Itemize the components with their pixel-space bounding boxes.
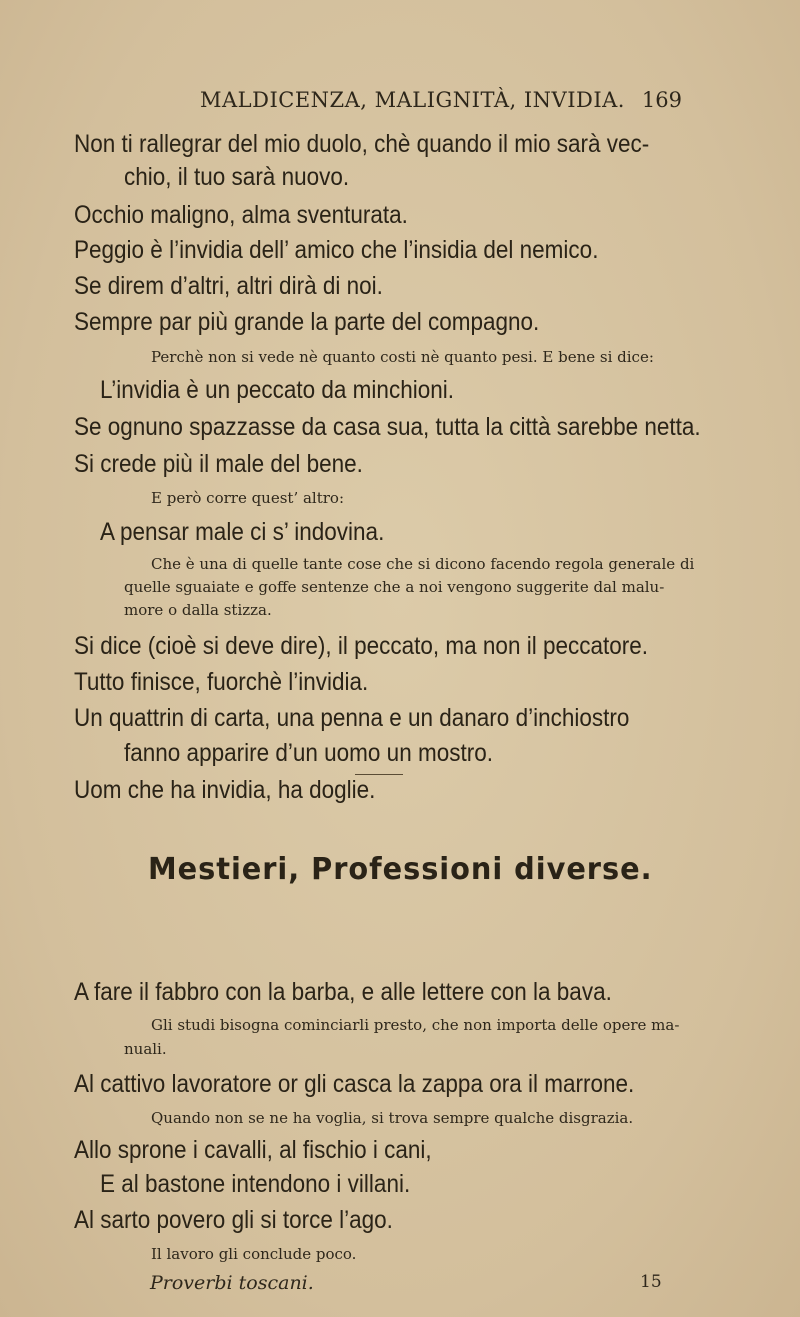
commentary-line: Perchè non si vede nè quanto costi nè quanto pesi. E bene si dice:	[151, 348, 654, 366]
proverb-line: Uom che ha invidia, ha doglie.	[74, 776, 376, 804]
proverb-line: E al bastone intendono i villani.	[100, 1170, 411, 1198]
header-title: MALDICENZA, MALIGNITÀ, INVIDIA.	[200, 88, 625, 112]
proverb-line: Tutto finisce, fuorchè l’invidia.	[74, 668, 369, 696]
section-title: Mestieri, Professioni diverse.	[148, 852, 653, 887]
proverb-line: Si dice (cioè si deve dire), il peccato, ma non il peccatore.	[74, 632, 649, 660]
proverb-line: A fare il fabbro con la barba, e alle lettere con la bava.	[74, 978, 612, 1006]
proverb-line: Se direm d’altri, altri dirà di noi.	[74, 272, 383, 300]
proverb-line: L’invidia è un peccato da minchioni.	[100, 376, 454, 404]
proverb-line: Un quattrin di carta, una penna e un danaro d’inchiostro	[74, 704, 630, 732]
proverb-line: Allo sprone i cavalli, al fischio i cani,	[74, 1136, 432, 1164]
proverb-line: Sempre par più grande la parte del compagno.	[74, 308, 540, 336]
proverb-line: Se ognuno spazzasse da casa sua, tutta la città sarebbe netta.	[74, 413, 701, 441]
commentary-line: Quando non se ne ha voglia, si trova sempre qualche disgrazia.	[151, 1109, 634, 1127]
running-header	[200, 88, 690, 118]
proverb-line: Si crede più il male del bene.	[74, 450, 363, 478]
proverb-line: Peggio è l’invidia dell’ amico che l’insidia del nemico.	[74, 236, 599, 264]
commentary-line: Che è una di quelle tante cose che si dicono facendo regola generale di	[151, 555, 695, 573]
proverb-line: Al cattivo lavoratore or gli casca la zappa ora il marrone.	[74, 1070, 635, 1098]
proverb-line: Occhio maligno, alma sventurata.	[74, 201, 408, 229]
proverb-line: Non ti rallegrar del mio duolo, chè quando il mio sarà vec-	[74, 130, 650, 158]
footer-book-title: Proverbi toscani.	[150, 1272, 314, 1294]
commentary-line: Gli studi bisogna cominciarli presto, che non importa delle opere ma-	[151, 1016, 680, 1034]
proverb-line: A pensar male ci s’ indovina.	[100, 518, 385, 546]
proverb-line: chio, il tuo sarà nuovo.	[124, 163, 350, 191]
proverb-line: fanno apparire d’un uomo un mostro.	[124, 739, 493, 767]
section-divider	[355, 774, 403, 775]
proverb-line: Al sarto povero gli si torce l’ago.	[74, 1206, 393, 1234]
page-number: 169	[641, 88, 682, 112]
commentary-line: E però corre quest’ altro:	[151, 489, 345, 507]
footer-signature: 15	[640, 1272, 662, 1292]
commentary-line: Il lavoro gli conclude poco.	[151, 1245, 357, 1263]
commentary-line: nuali.	[124, 1040, 167, 1058]
commentary-line: more o dalla stizza.	[124, 601, 272, 619]
commentary-line: quelle sguaiate e goffe sentenze che a noi vengono suggerite dal malu-	[124, 578, 665, 596]
